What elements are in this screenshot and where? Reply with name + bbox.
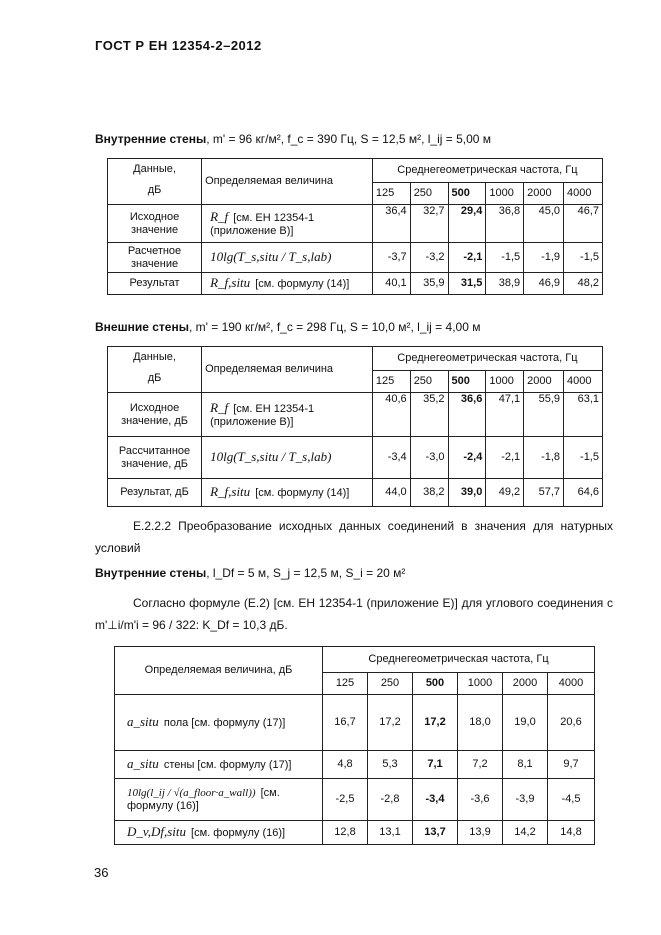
t2-row-label: Рассчитанное значение, дБ bbox=[108, 437, 202, 479]
t3-cell: -4,5 bbox=[548, 779, 595, 821]
t1-cell: 40,1 bbox=[372, 273, 410, 295]
t3-cell: 4,8 bbox=[323, 751, 368, 779]
t3-cell: -3,6 bbox=[458, 779, 503, 821]
t3-cell: 5,3 bbox=[368, 751, 413, 779]
t3-cell: 19,0 bbox=[503, 695, 548, 751]
t2-cell: 57,7 bbox=[524, 479, 564, 507]
t1-cell: 36,8 bbox=[486, 205, 524, 243]
section1-heading-rest: , m' = 96 кг/м², f_c = 390 Гц, S = 12,5 м², l_ij = 5,00 м bbox=[206, 132, 492, 146]
t3-cell: -2,5 bbox=[323, 779, 368, 821]
t3-freq: 125 bbox=[323, 673, 368, 695]
t3-cell: 13,9 bbox=[458, 821, 503, 845]
t1-freq: 2000 bbox=[524, 183, 564, 205]
t2-cell: -1,5 bbox=[564, 437, 603, 479]
table-row bbox=[108, 205, 603, 243]
t1-freq: 500 bbox=[448, 183, 486, 205]
t3-cell: 16,7 bbox=[323, 695, 368, 751]
t3-freq: 1000 bbox=[458, 673, 503, 695]
t2-header-quantity: Определяемая величина bbox=[202, 347, 373, 393]
t3-cell: 20,6 bbox=[548, 695, 595, 751]
t1-row-label: Расчетное значение bbox=[108, 243, 202, 273]
t1-cell: 46,7 bbox=[564, 205, 603, 243]
t3-header-quantity: Определяемая величина, дБ bbox=[115, 647, 323, 695]
t2-freq: 250 bbox=[410, 371, 448, 393]
t2-freq: 500 bbox=[448, 371, 486, 393]
t1-freq: 1000 bbox=[486, 183, 524, 205]
t3-quantity-symbol: 10lg(l_ij / √(a_floor·a_wall)) bbox=[127, 786, 256, 799]
section3-heading-bold: Внутренние стены bbox=[95, 566, 207, 580]
t1-cell: 45,0 bbox=[524, 205, 564, 243]
t3-freq: 4000 bbox=[548, 673, 595, 695]
t1-cell: 48,2 bbox=[564, 273, 603, 295]
t3-freq: 500 bbox=[413, 673, 458, 695]
table-junction-conversion bbox=[114, 646, 595, 845]
t2-cell: 36,6 bbox=[448, 393, 486, 437]
t3-cell: 14,8 bbox=[548, 821, 595, 845]
t2-freq: 1000 bbox=[486, 371, 524, 393]
section2-heading-bold: Внешние стены bbox=[95, 320, 189, 334]
t1-cell: 35,9 bbox=[410, 273, 448, 295]
table-row bbox=[115, 751, 595, 779]
paragraph-e222: Е.2.2.2 Преобразование исходных данных соединений в значения для натурных условий bbox=[95, 519, 613, 555]
t3-quantity-symbol: D_v,Df,situ bbox=[127, 824, 186, 839]
t3-quantity-text: [см. формулу (16)] bbox=[127, 786, 280, 812]
table-internal-walls bbox=[107, 158, 603, 295]
document-header: ГОСТ Р ЕН 12354-2–2012 bbox=[95, 38, 262, 53]
t2-cell: 55,9 bbox=[524, 393, 564, 437]
t1-cell: 29,4 bbox=[448, 205, 486, 243]
t2-quantity-symbol: 10lg(T_s,situ / T_s,lab) bbox=[210, 449, 332, 464]
table-row bbox=[108, 243, 603, 273]
t3-cell: 13,7 bbox=[413, 821, 458, 845]
t3-cell: -2,8 bbox=[368, 779, 413, 821]
t2-cell: 49,2 bbox=[486, 479, 524, 507]
t2-header-data: Данные, дБ bbox=[108, 347, 202, 393]
t3-cell: -3,9 bbox=[503, 779, 548, 821]
t1-header-quantity: Определяемая величина bbox=[202, 159, 373, 205]
t2-quantity-text: [см. формулу (14)] bbox=[255, 487, 350, 499]
t3-quantity-text: пола [см. формулу (17)] bbox=[163, 717, 286, 729]
t1-quantity-text: [см. ЕН 12354-1 (приложение В)] bbox=[210, 211, 315, 237]
t2-freq: 125 bbox=[372, 371, 410, 393]
t1-row-label: Результат bbox=[108, 273, 202, 295]
t3-cell: -3,4 bbox=[413, 779, 458, 821]
t1-header-data: Данные, дБ bbox=[108, 159, 202, 205]
t3-freq: 2000 bbox=[503, 673, 548, 695]
t3-cell: 17,2 bbox=[368, 695, 413, 751]
t3-freq: 250 bbox=[368, 673, 413, 695]
t3-quantity-symbol: a_situ bbox=[127, 714, 159, 729]
t2-quantity-text: [см. ЕН 12354-1 (приложение В)] bbox=[210, 402, 315, 428]
table-row bbox=[108, 393, 603, 437]
t1-cell: 32,7 bbox=[410, 205, 448, 243]
t1-cell: -1,9 bbox=[524, 243, 564, 273]
t2-cell: 64,6 bbox=[564, 479, 603, 507]
t1-quantity-symbol: 10lg(T_s,situ / T_s,lab) bbox=[210, 249, 332, 264]
t3-cell: 14,2 bbox=[503, 821, 548, 845]
page-number: 36 bbox=[94, 865, 109, 880]
paragraph-formula-e2: Согласно формуле (Е.2) [см. ЕН 12354-1 (приложение Е)] для углового соединения с m'⊥i/m'i = 96 / 322: K_Df = 10,3 дБ. bbox=[95, 596, 613, 632]
table-row bbox=[108, 437, 603, 479]
t1-cell: -1,5 bbox=[486, 243, 524, 273]
t2-row-label: Исходное значение, дБ bbox=[108, 393, 202, 437]
section1-heading bbox=[95, 132, 491, 146]
t1-header-freq: Среднегеометрическая частота, Гц bbox=[372, 159, 602, 183]
t1-cell: 31,5 bbox=[448, 273, 486, 295]
table-row bbox=[108, 273, 603, 295]
t2-quantity-symbol: R_f bbox=[210, 399, 229, 415]
t2-cell: 38,2 bbox=[410, 479, 448, 507]
t1-cell: -3,2 bbox=[410, 243, 448, 273]
t3-quantity-text: стены [см. формулу (17)] bbox=[163, 759, 292, 771]
t3-header-freq: Среднегеометрическая частота, Гц bbox=[323, 647, 595, 673]
t3-cell: 7,2 bbox=[458, 751, 503, 779]
t1-cell: -3,7 bbox=[372, 243, 410, 273]
t2-cell: 63,1 bbox=[564, 393, 603, 437]
t3-cell: 18,0 bbox=[458, 695, 503, 751]
t2-cell: 40,6 bbox=[372, 393, 410, 437]
t3-cell: 7,1 bbox=[413, 751, 458, 779]
t2-row-label: Результат, дБ bbox=[108, 479, 202, 507]
t3-cell: 8,1 bbox=[503, 751, 548, 779]
t3-quantity-text: [см. формулу (16)] bbox=[191, 827, 286, 839]
t1-cell: -1,5 bbox=[564, 243, 603, 273]
t2-quantity-symbol: R_f,situ bbox=[210, 484, 251, 499]
t2-cell: 47,1 bbox=[486, 393, 524, 437]
section1-heading-bold: Внутренние стены bbox=[95, 132, 207, 146]
t3-cell: 9,7 bbox=[548, 751, 595, 779]
t3-cell: 12,8 bbox=[323, 821, 368, 845]
t2-cell: 35,2 bbox=[410, 393, 448, 437]
table-row bbox=[115, 695, 595, 751]
section3-heading-rest: , l_Df = 5 м, S_j = 12,5 м, S_i = 20 м² bbox=[206, 566, 406, 580]
table-row bbox=[115, 821, 595, 845]
section3-heading bbox=[95, 566, 405, 580]
t1-row-label: Исходное значение bbox=[108, 205, 202, 243]
section2-heading-rest: , m' = 190 кг/м², f_c = 298 Гц, S = 10,0 м², l_ij = 4,00 м bbox=[188, 320, 481, 334]
t2-cell: -3,0 bbox=[410, 437, 448, 479]
table-external-walls bbox=[107, 346, 603, 507]
t2-cell: -2,1 bbox=[486, 437, 524, 479]
t2-freq: 2000 bbox=[524, 371, 564, 393]
t2-cell: 44,0 bbox=[372, 479, 410, 507]
t1-quantity-text: [см. формулу (14)] bbox=[255, 278, 350, 290]
t1-cell: 46,9 bbox=[524, 273, 564, 295]
t3-cell: 13,1 bbox=[368, 821, 413, 845]
t2-header-freq: Среднегеометрическая частота, Гц bbox=[372, 347, 602, 371]
t2-cell: -3,4 bbox=[372, 437, 410, 479]
t2-cell: -1,8 bbox=[524, 437, 564, 479]
t1-freq: 4000 bbox=[564, 183, 603, 205]
t1-cell: 36,4 bbox=[372, 205, 410, 243]
table-row bbox=[108, 479, 603, 507]
t3-quantity-symbol: a_situ bbox=[127, 756, 159, 771]
t1-freq: 250 bbox=[410, 183, 448, 205]
t1-cell: -2,1 bbox=[448, 243, 486, 273]
t2-cell: -2,4 bbox=[448, 437, 486, 479]
table-row bbox=[115, 779, 595, 821]
t2-cell: 39,0 bbox=[448, 479, 486, 507]
t1-quantity-symbol: R_f,situ bbox=[210, 275, 251, 290]
t1-quantity-symbol: R_f bbox=[210, 208, 229, 224]
section2-heading bbox=[95, 320, 480, 334]
t1-cell: 38,9 bbox=[486, 273, 524, 295]
t1-freq: 125 bbox=[372, 183, 410, 205]
t2-freq: 4000 bbox=[564, 371, 603, 393]
t3-cell: 17,2 bbox=[413, 695, 458, 751]
